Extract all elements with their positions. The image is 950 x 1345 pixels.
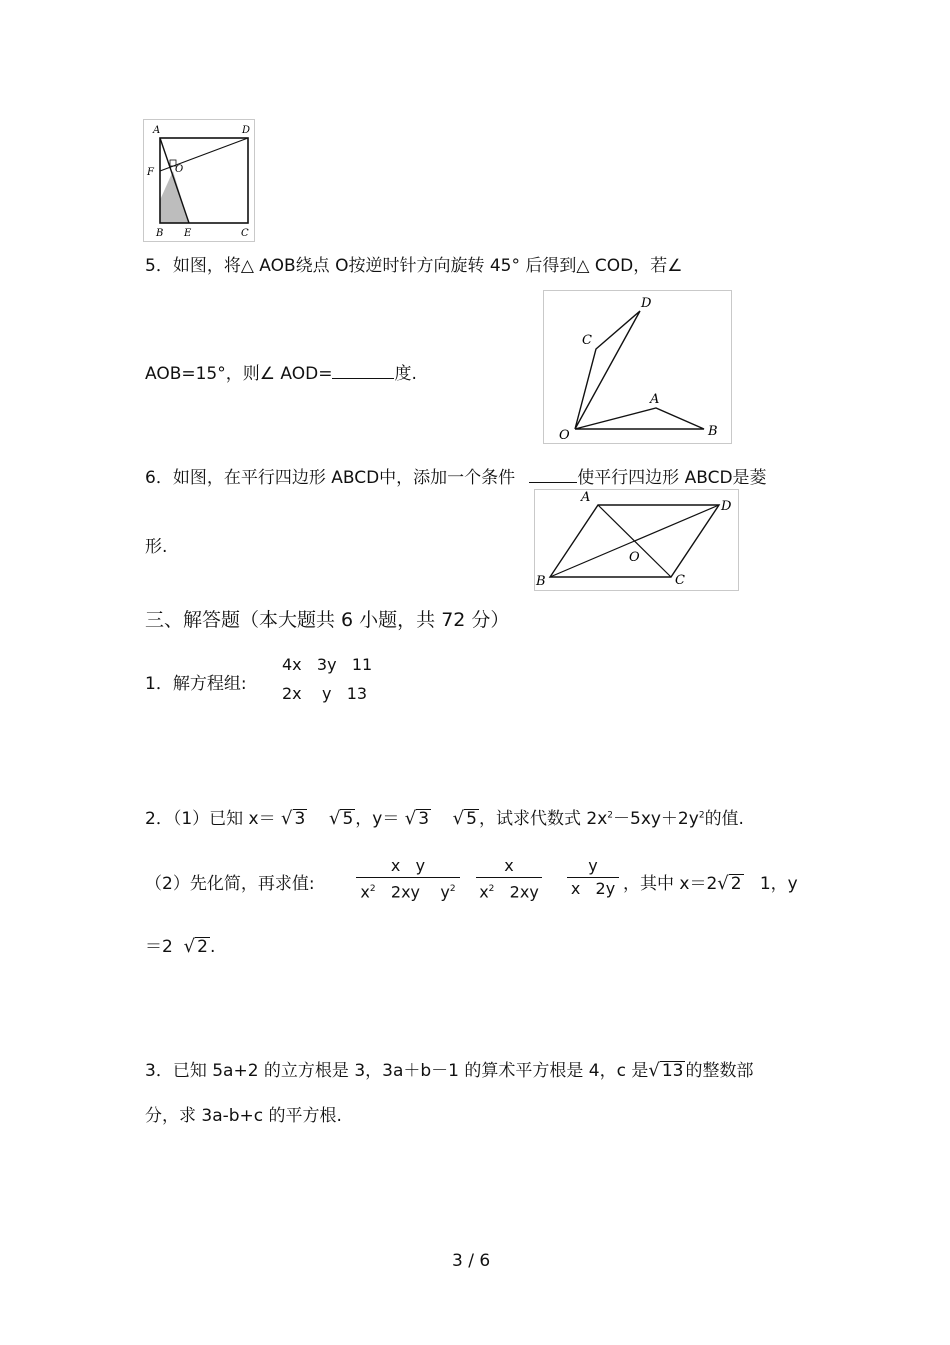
p2-tail-a: ，其中 x＝2 — [623, 874, 718, 894]
q5-text-a: AOB=15°，则∠ AOD= — [145, 364, 333, 384]
p1-eq2: 2x y 13 — [282, 684, 368, 703]
fraction-2-num: x — [504, 856, 514, 875]
label-f: F — [147, 167, 154, 178]
p2-line3-b: . — [209, 937, 216, 957]
q6-text-b: 使平行四边形 ABCD是菱 — [577, 468, 767, 488]
sqrt-3-b: √ 3 — [404, 808, 430, 829]
p3-text-b: 的整数部 — [685, 1061, 754, 1081]
exp-2-b: 2 — [698, 810, 705, 821]
fraction-3 — [567, 855, 619, 900]
label-a: A — [650, 392, 660, 407]
p1-label: 1．解方程组: — [145, 674, 247, 694]
label-c: C — [241, 228, 249, 239]
p2-part1 — [145, 804, 744, 829]
figure-rotation — [543, 290, 732, 444]
p2-line3-a: ＝2 — [145, 937, 173, 957]
figure-parallelogram — [534, 489, 739, 591]
p2-part2-label: （2）先化简，再求值: — [145, 874, 315, 894]
section-heading: 三、解答题（本大题共 6 小题，共 72 分） — [145, 609, 510, 631]
p2-text-b: ，试求代数式 2x — [478, 809, 608, 829]
page-number: 3 / 6 — [452, 1251, 491, 1271]
q6-line2: 形. — [145, 537, 168, 557]
sqrt-5-a: √ 5 — [328, 808, 354, 829]
q5-line1: 5．如图，将△ AOB绕点 O按逆时针方向旋转 45° 后得到△ COD，若∠ — [145, 256, 683, 276]
rotation-diagram — [544, 291, 731, 443]
fraction-2 — [476, 855, 542, 903]
q6-answer-blank[interactable] — [529, 465, 577, 483]
sqrt-2-a: √ 2 — [717, 873, 742, 894]
label-o: O — [559, 428, 570, 443]
p2-part2-tail — [623, 869, 798, 894]
label-b: B — [708, 424, 718, 439]
p3-line1 — [145, 1056, 753, 1081]
p1-equation-system — [282, 650, 372, 708]
p3-line2: 分，求 3a-b+c 的平方根. — [145, 1106, 342, 1126]
p2-text-y: ，y＝ — [355, 809, 400, 829]
label-c: C — [582, 333, 592, 348]
q5-text-b: 度. — [394, 364, 417, 384]
p2-tail-b: 1，y — [759, 874, 798, 894]
label-d: D — [242, 125, 251, 136]
label-b: B — [536, 574, 546, 589]
label-d: D — [641, 296, 652, 311]
sqrt-5-b: √ 5 — [452, 808, 477, 829]
sqrt-13: √ 13 — [648, 1060, 684, 1081]
p1-eq1: 4x 3y 11 — [282, 655, 373, 674]
sqrt-2-b: √ 2 — [183, 936, 208, 957]
fraction-3-num: y — [588, 856, 598, 875]
diagonal-bd — [550, 505, 719, 577]
fraction-1-den: $x^2$ 2xy $y^2$ — [360, 882, 456, 902]
label-d: D — [721, 499, 732, 514]
q5-line2 — [145, 359, 417, 384]
q6-line1 — [145, 463, 767, 488]
p2-text-a: 2．（1）已知 x＝ — [145, 809, 276, 829]
sqrt-3-a: √ 3 — [281, 808, 306, 829]
label-o: O — [629, 550, 640, 565]
square-diagram — [144, 120, 254, 241]
fraction-1-num: x y — [390, 856, 426, 875]
p2-line3 — [145, 932, 215, 957]
figure-square-abcd — [143, 119, 255, 242]
p3-text-a: 3．已知 5a+2 的立方根是 3，3a＋b－1 的算术平方根是 4，c 是 — [145, 1061, 649, 1081]
triangle-cod — [575, 311, 640, 429]
p2-text-d: 的值. — [704, 809, 744, 829]
p2-text-c: －5xy＋2y — [613, 809, 699, 829]
fraction-1 — [356, 855, 460, 903]
q6-text-a: 6．如图，在平行四边形 ABCD中，添加一个条件 — [145, 468, 516, 488]
label-o: O — [175, 164, 184, 175]
fraction-2-den: $x^2$ 2xy — [479, 882, 539, 902]
fraction-3-den: x 2y — [570, 879, 616, 898]
label-b: B — [156, 228, 164, 239]
label-c: C — [675, 573, 685, 588]
label-a: A — [153, 125, 161, 136]
exp-2-a: 2 — [607, 810, 613, 821]
label-e: E — [184, 228, 192, 239]
q5-answer-blank[interactable] — [332, 361, 394, 379]
triangle-aob — [575, 408, 704, 429]
parallelogram-diagram — [535, 490, 738, 590]
label-a: A — [581, 490, 591, 505]
